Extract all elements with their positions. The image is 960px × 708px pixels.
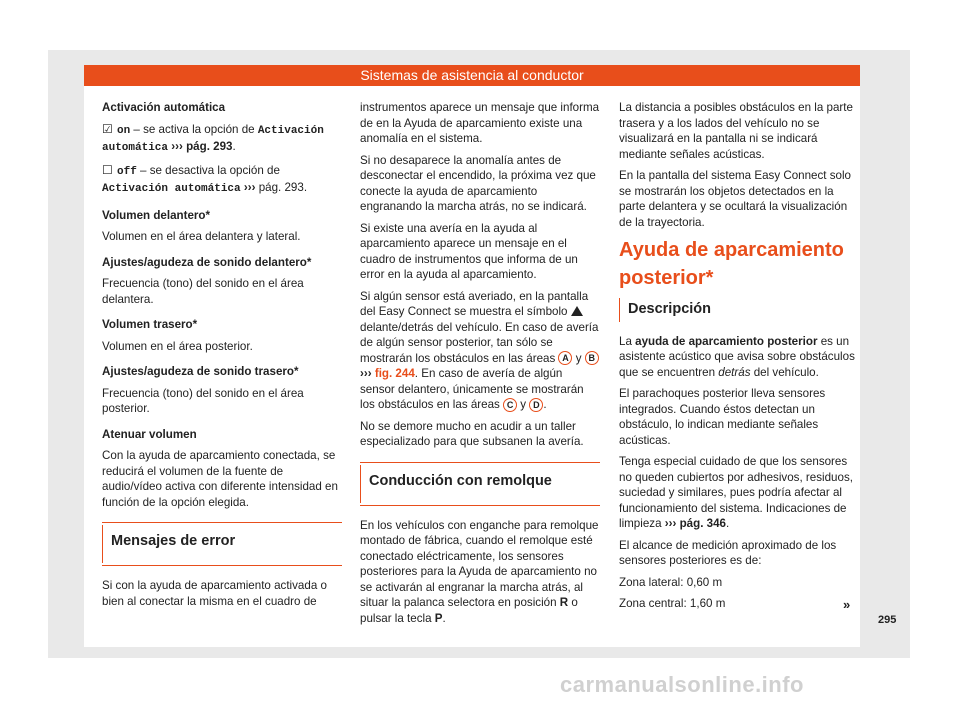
rear-sharpness-heading: Ajustes/agudeza de sonido trasero* [102,365,299,378]
area-badge-c: C [503,398,517,412]
error-messages-heading: Mensajes de error [111,533,236,549]
paragraph: La distancia a posibles obstáculos en la parte trasera y a los lados del vehículo no se visualizará en la pantalla ni se indicará mediante señales acústicas. [619,101,853,161]
central-zone: Zona central: 1,60 m [619,597,726,610]
gear-r: R [559,596,569,609]
page-reference[interactable]: pág. 346 [679,517,726,530]
paragraph: instrumentos aparece un mensaje que informa de en la Ayuda de aparcamiento existe una anomalía en el sistema. [360,101,600,145]
paragraph: Si no desaparece la anomalía antes de desconectar el encendido, la próxima vez que conecte la ayuda de aparcamiento engranando la marcha atrás, no se indicará. [360,153,596,213]
rear-volume-text: Volumen en el área posterior. [102,339,253,353]
figure-reference[interactable]: fig. 244 [374,367,415,380]
paragraph: Si algún sensor está averiado, en la pantalla del Easy Connect se muestra el símbolo delante/detrás del vehículo. En caso de avería de algún sensor posterior, tan sólo se mostrarán los obstáculos en las áreas A y B ››› fig. 244. En caso de avería de algún sensor delantero, únicamente se mostrarán los obstáculos en las áreas C y D . [360,289,599,411]
towing-section [360,462,600,506]
front-sharpness-heading: Ajustes/agudeza de sonido delantero* [102,255,312,269]
rear-sharpness-text: Frecuencia (tono) del sonido en el área posterior. [102,386,304,415]
watermark: carmanualsonline.info [560,672,804,697]
section-title: Ayuda de aparcamiento posterior* [619,239,844,289]
warning-triangle-icon [571,306,583,316]
column-2 [360,100,600,632]
ref-arrows-icon: ››› [360,367,372,380]
lateral-zone: Zona lateral: 0,60 m [619,575,723,589]
ref-arrows-icon: ››› [243,181,256,194]
unchecked-box-icon: ☐ [102,162,113,177]
area-badge-a: A [558,351,572,365]
rear-volume-heading: Volumen trasero* [102,318,198,331]
attenuate-heading: Atenuar volumen [102,427,197,441]
checked-box-icon: ☑ [102,121,113,136]
paragraph: Tenga especial cuidado de que los sensores no queden cubiertos por adhesivos, residuos, suciedad y similares, pues podría afectar al funcionamiento del sistema. Indicaciones de limpieza ››› pág. 346. [619,455,853,530]
park-key-icon: P [434,611,443,625]
page-header: Sistemas de asistencia al conductor [84,65,860,86]
column-3 [619,100,859,618]
paragraph: No se demore mucho en acudir a un taller especializado para que subsanen la avería. [360,419,584,448]
paragraph: Si existe una avería en la ayuda al aparcamiento aparece un mensaje en el cuadro de instrumentos que informa de un error en la ayuda al aparcamiento. [360,221,578,281]
error-messages-text: Si con la ayuda de aparcamiento activada o bien al conectar la misma en el cuadro de [102,579,327,608]
paragraph: El parachoques posterior lleva sensores integrados. Cuando éstos detectan un obstáculo, lo indican mediante señales acústicas. [619,387,826,447]
error-messages-section [102,522,342,566]
area-badge-d: D [529,398,543,412]
description-heading: Descripción [619,298,859,322]
paragraph: En los vehículos con enganche para remolque montado de fábrica, cuando el remolque esté conectado eléctricamente, los sensores posteriores para la Ayuda de aparcamiento no se activarán al engranar la marcha atrás, al situar la palanca selectora en posición R o pulsar la tecla P. [360,518,599,625]
area-badge-b: B [585,351,599,365]
paragraph: El alcance de medición aproximado de los sensores posteriores es de: [619,538,837,567]
auto-activation-heading: Activación automática [102,101,226,114]
page-number: 295 [878,614,897,626]
option-off: ☐ off – se desactiva la opción de Activación automática ››› pág. 293. [102,162,308,195]
ref-arrows-icon: ››› [664,517,677,530]
paragraph: En la pantalla del sistema Easy Connect solo se mostrarán los objetos detectados en la parte delantera y se ocultará la visualización de la trayectoria. [619,169,852,229]
option-on: ☑ on – se activa la opción de Activación automática ››› pág. 293. [102,121,324,154]
attenuate-text: Con la ayuda de aparcamiento conectada, se reducirá el volumen de la fuente de audio/vídeo activa con diferente intensidad en función de la opción elegida. [102,449,338,509]
continue-mark: » [843,597,851,612]
front-volume-text: Volumen en el área delantera y lateral. [102,230,301,243]
column-1 [102,100,342,615]
front-volume-heading: Volumen delantero* [102,208,211,222]
ref-arrows-icon: ››› [171,140,183,153]
paragraph: La ayuda de aparcamiento posterior es un asistente acústico que avisa sobre obstáculos que se encuentren detrás del vehículo. [619,334,855,379]
towing-heading: Conducción con remolque [369,472,552,489]
front-sharpness-text: Frecuencia (tono) del sonido en el área delantera. [102,277,304,306]
